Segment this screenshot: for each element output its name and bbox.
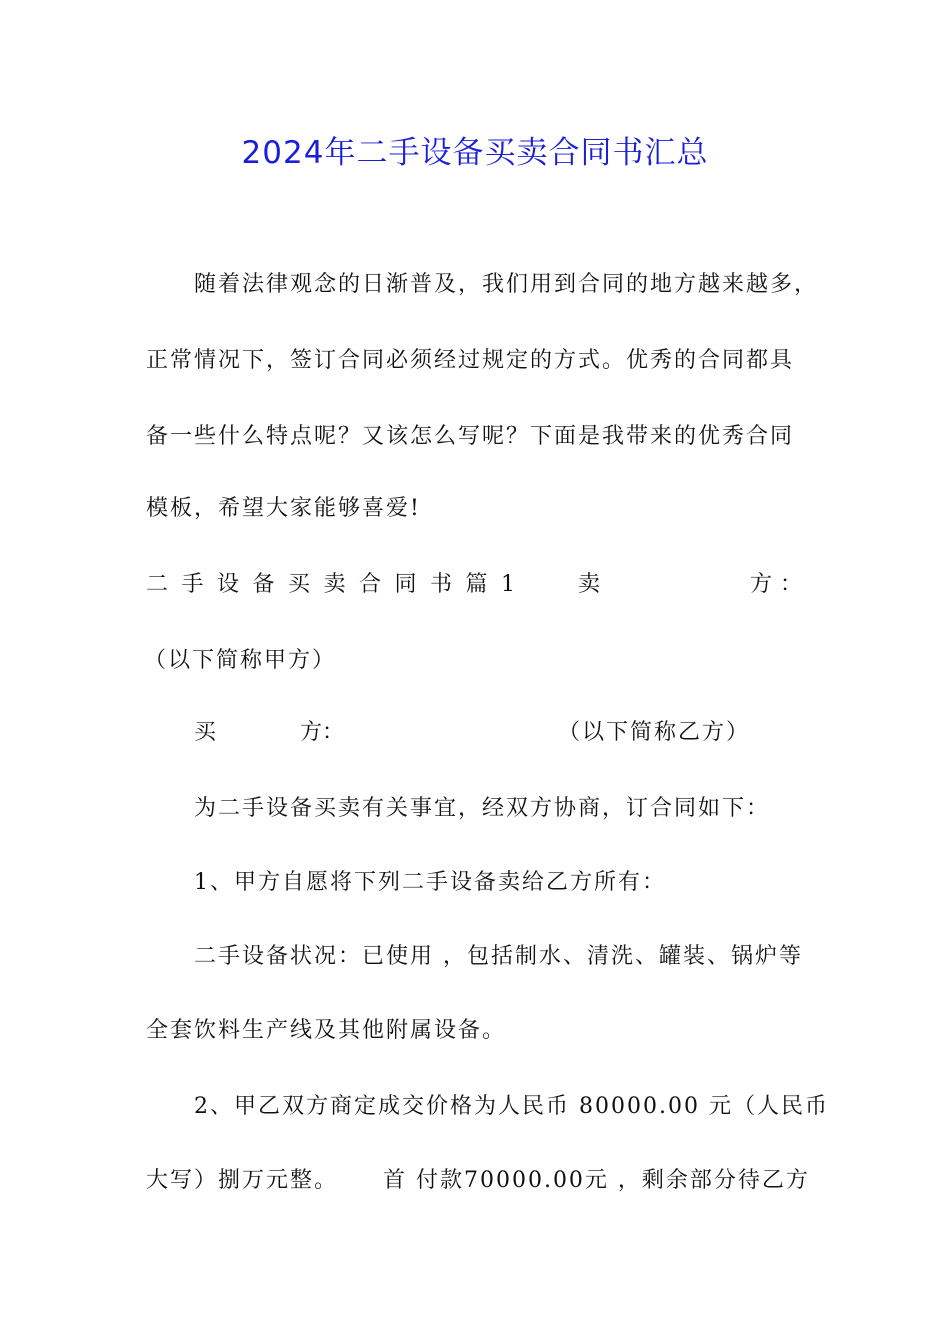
buyer-note: （以下简称乙方）: [558, 720, 751, 745]
body-line-5: 2、甲乙双方商定成交价格为人民币 80000.00 元（人民币: [194, 1094, 829, 1119]
document-title: 2024年二手设备买卖合同书汇总: [241, 135, 709, 171]
body-line-4: 全套饮料生产线及其他附属设备。: [146, 1018, 507, 1043]
body-line-3: 二手设备状况：已使用 ，包括制水、清洗、罐装、锅炉等: [194, 944, 803, 969]
buyer-row: [194, 718, 794, 748]
section-heading-row: [146, 570, 811, 600]
intro-line-2: 正常情况下，签订合同必须经过规定的方式。优秀的合同都具: [146, 348, 795, 373]
section-heading: 二手设备买卖合同书篇1: [146, 572, 529, 597]
body-line-6: 大写）捌万元整。 首 付款70000.00元 ，剩余部分待乙方: [146, 1168, 810, 1193]
intro-line-3: 备一些什么特点呢？又该怎么写呢？下面是我带来的优秀合同: [146, 424, 795, 449]
intro-line-1: 随着法律观念的日渐普及，我们用到合同的地方越来越多，: [194, 272, 819, 297]
body-line-2: 1、甲方自愿将下列二手设备卖给乙方所有：: [194, 870, 666, 895]
seller-note: （以下简称甲方）: [144, 648, 337, 673]
intro-line-4: 模板，希望大家能够喜爱!: [146, 496, 421, 521]
buyer-label: 买: [194, 720, 217, 745]
seller-label: 卖: [578, 572, 601, 597]
seller-colon: 方：: [750, 572, 811, 597]
body-line-1: 为二手设备买卖有关事宜，经双方协商，订合同如下：: [194, 796, 771, 821]
buyer-colon: 方：: [300, 720, 345, 745]
